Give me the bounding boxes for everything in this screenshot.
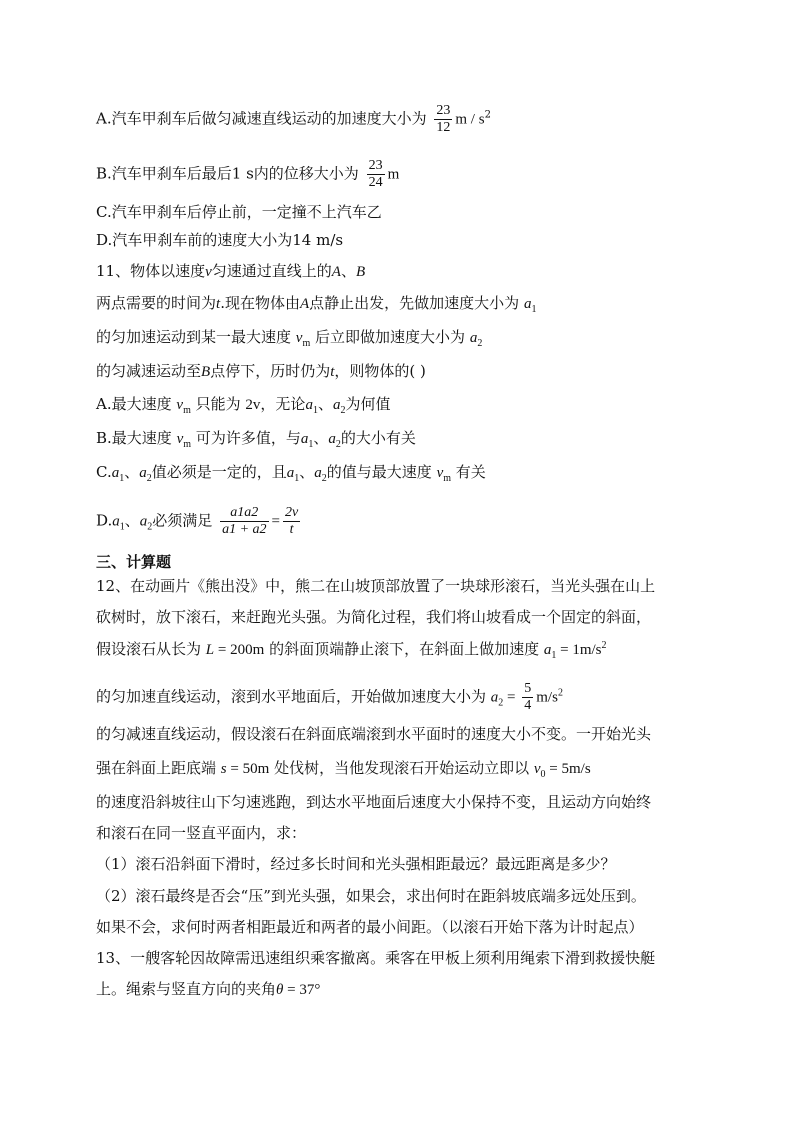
subscript: 1 bbox=[119, 473, 125, 484]
subscript: m bbox=[183, 439, 192, 450]
value: = 50m bbox=[226, 761, 270, 777]
text: ，无论 bbox=[260, 395, 306, 413]
text: 假设滚石从长为 bbox=[96, 640, 202, 658]
text: 、 bbox=[317, 395, 333, 413]
symbol-A: A bbox=[331, 264, 341, 280]
q13-line-1: 13、一艘客轮因故障需迅速组织乘客撤离。乘客在甲板上须利用绳索下滑到救援快艇 bbox=[96, 949, 656, 967]
subscript: 1 bbox=[308, 439, 314, 450]
text: A.最大速度 bbox=[96, 395, 172, 413]
text: 、 bbox=[299, 463, 315, 481]
subscript: 2 bbox=[340, 405, 346, 416]
text: C. bbox=[96, 463, 112, 481]
option-11-c bbox=[96, 462, 486, 483]
unit-exponent: 2 bbox=[484, 109, 491, 121]
text: 的斜面顶端静止滚下，在斜面上做加速度 bbox=[269, 640, 540, 658]
symbol-t: t bbox=[330, 364, 335, 380]
value: 2v bbox=[245, 397, 261, 413]
subscript: 2 bbox=[147, 521, 153, 533]
q12-line-7: 的速度沿斜坡往山下匀速逃跑，到达水平地面后速度大小保持不变，且运动方向始终 bbox=[96, 793, 652, 811]
subscript: m bbox=[443, 473, 452, 484]
section-heading: 三、计算题 bbox=[96, 553, 172, 571]
text: 后立即做加速度大小为 bbox=[315, 328, 466, 346]
superscript: 2 bbox=[601, 640, 607, 651]
fraction-denominator: a1 + a2 bbox=[222, 522, 267, 537]
text: 两点需要的时间为 bbox=[96, 294, 217, 312]
fraction-numerator: 23 bbox=[368, 158, 383, 173]
fraction-denominator: t bbox=[289, 522, 294, 537]
fraction-numerator: 23 bbox=[436, 103, 451, 118]
symbol-v: v bbox=[295, 330, 303, 346]
subscript: 2 bbox=[146, 473, 152, 484]
option-11-d bbox=[96, 505, 303, 538]
symbol-a: a bbox=[523, 296, 532, 312]
symbol-a: a bbox=[469, 330, 478, 346]
symbol-A: A bbox=[299, 296, 310, 312]
symbol-v: v bbox=[176, 397, 184, 413]
symbol-a: a bbox=[139, 465, 147, 481]
q13-line-2 bbox=[96, 979, 320, 1000]
fraction bbox=[367, 158, 385, 191]
fraction-numerator: 2v bbox=[285, 505, 299, 520]
fraction bbox=[434, 103, 452, 136]
equals: = bbox=[271, 513, 280, 530]
text: 、 bbox=[124, 511, 140, 530]
unit: m/s bbox=[536, 689, 558, 706]
q12-line-9: （1）滚石沿斜面下滑时，经过多长时间和光头强相距最远？最远距离是多少？ bbox=[96, 855, 616, 873]
text: 上。绳索与竖直方向的夹角 bbox=[96, 980, 277, 998]
q12-line-10: （2）滚石最终是否会“压”到光头强，如果会，求出何时在距斜坡底端多远处压到。 bbox=[96, 887, 646, 905]
symbol-a: a bbox=[490, 689, 499, 706]
subscript: 2 bbox=[335, 439, 341, 450]
subscript: 0 bbox=[540, 769, 546, 780]
symbol-a: a bbox=[543, 642, 552, 658]
text: 点静止出发，先做加速度大小为 bbox=[309, 294, 520, 312]
text: 强在斜面上距底端 bbox=[96, 759, 217, 777]
equals: = bbox=[503, 689, 520, 706]
value: = 37° bbox=[283, 982, 321, 998]
option-10-c: C.汽车甲刹车后停止前，一定撞不上汽车乙 bbox=[96, 203, 382, 221]
symbol-a: a bbox=[332, 397, 341, 413]
subscript: 2 bbox=[498, 697, 504, 709]
symbol-B: B bbox=[201, 364, 211, 380]
symbol-a: a bbox=[300, 431, 309, 447]
fraction-denominator: 4 bbox=[524, 698, 532, 713]
symbol-t: t bbox=[216, 296, 221, 312]
text: 必须满足 bbox=[152, 511, 213, 530]
symbol-v: v bbox=[436, 465, 444, 481]
symbol-v: v bbox=[176, 431, 184, 447]
fraction bbox=[220, 505, 268, 538]
option-10-a bbox=[96, 103, 491, 136]
text: .现在物体由 bbox=[220, 294, 300, 312]
subscript: 2 bbox=[477, 338, 483, 349]
subscript: 1 bbox=[531, 304, 537, 315]
text: B.最大速度 bbox=[96, 429, 172, 447]
value: = 1m/s bbox=[556, 642, 602, 658]
subscript: 1 bbox=[294, 473, 300, 484]
symbol-a: a bbox=[111, 465, 120, 481]
q12-line-6 bbox=[96, 758, 591, 779]
q12-line-8: 和滚石在同一竖直平面内，求： bbox=[96, 824, 307, 842]
text: 点停下，历时仍为 bbox=[210, 362, 331, 380]
symbol-a: a bbox=[112, 513, 120, 530]
option-11-b bbox=[96, 428, 416, 449]
text: 、 bbox=[124, 463, 140, 481]
subscript: 1 bbox=[312, 405, 318, 416]
symbol-v: v bbox=[205, 264, 212, 280]
text: 可为许多值，与 bbox=[195, 429, 301, 447]
subscript: m bbox=[302, 338, 311, 349]
subscript: 2 bbox=[321, 473, 327, 484]
q12-line-5: 的匀减速直线运动，假设滚石在斜面底端滚到水平面时的速度大小不变。一开始光头 bbox=[96, 725, 652, 743]
q11-line-4 bbox=[96, 361, 426, 382]
option-text: B.汽车甲刹车后最后1 s内的位移大小为 bbox=[96, 164, 359, 183]
q12-line-1: 12、在动画片《熊出没》中，熊二在山坡顶部放置了一块球形滚石，当光头强在山上 bbox=[96, 577, 656, 595]
q12-line-4 bbox=[96, 681, 563, 714]
option-11-a bbox=[96, 394, 390, 415]
symbol-a: a bbox=[139, 513, 148, 530]
text: ，则物体的( ) bbox=[334, 362, 426, 380]
value: = 200m bbox=[214, 642, 265, 658]
text: 、 bbox=[340, 262, 356, 280]
text: 有关 bbox=[455, 463, 486, 481]
text: 、 bbox=[313, 429, 329, 447]
text: 为何值 bbox=[345, 395, 391, 413]
fraction bbox=[522, 681, 533, 714]
fraction-denominator: 24 bbox=[368, 175, 383, 190]
subscript: m bbox=[183, 405, 191, 416]
value: = 5m/s bbox=[545, 761, 591, 777]
text: 的匀加速运动到某一最大速度 bbox=[96, 328, 292, 346]
symbol-a: a bbox=[314, 465, 322, 481]
q12-line-3 bbox=[96, 639, 607, 660]
symbol-B: B bbox=[355, 264, 366, 280]
text: 的值与最大速度 bbox=[326, 463, 432, 481]
unit: m bbox=[387, 166, 400, 183]
symbol-a: a bbox=[328, 431, 336, 447]
symbol-a: a bbox=[305, 397, 313, 413]
fraction-numerator: a1a2 bbox=[220, 505, 268, 522]
unit: m / s bbox=[455, 111, 485, 128]
superscript: 2 bbox=[557, 687, 563, 699]
symbol-v: v bbox=[533, 761, 541, 777]
text: 的匀减速运动至 bbox=[96, 362, 202, 380]
text: 11、物体以速度 bbox=[96, 262, 206, 280]
fraction bbox=[283, 505, 300, 538]
subscript: 1 bbox=[119, 521, 125, 533]
fraction-numerator: 5 bbox=[524, 681, 532, 696]
text: 值必须是一定的，且 bbox=[151, 463, 287, 481]
option-text: A.汽车甲刹车后做匀减速直线运动的加速度大小为 bbox=[96, 109, 427, 128]
q12-line-2: 砍树时，放下滚石，来赶跑光头强。为简化过程，我们将山坡看成一个固定的斜面， bbox=[96, 608, 652, 626]
q11-line-2 bbox=[96, 293, 536, 314]
text: 只能为 bbox=[195, 395, 241, 413]
text: 匀速通过直线上的 bbox=[211, 262, 332, 280]
text: 的大小有关 bbox=[340, 429, 416, 447]
subscript: 1 bbox=[551, 650, 557, 661]
symbol-s: s bbox=[220, 761, 227, 777]
option-10-b bbox=[96, 158, 399, 191]
option-10-d: D.汽车甲刹车前的速度大小为14 m/s bbox=[96, 231, 344, 249]
q11-line-1 bbox=[96, 261, 365, 282]
text: 的匀加速直线运动，滚到水平地面后，开始做加速度大小为 bbox=[96, 687, 487, 706]
symbol-L: L bbox=[205, 642, 215, 658]
text: 处伐树，当他发现滚石开始运动立即以 bbox=[274, 759, 530, 777]
text: D. bbox=[96, 511, 113, 530]
symbol-a: a bbox=[286, 465, 295, 481]
fraction-denominator: 12 bbox=[436, 120, 451, 135]
q11-line-3 bbox=[96, 327, 482, 348]
q12-line-11: 如果不会，求何时两者相距最近和两者的最小间距。（以滚石开始下落为计时起点） bbox=[96, 918, 644, 936]
symbol-theta: θ bbox=[276, 982, 284, 998]
